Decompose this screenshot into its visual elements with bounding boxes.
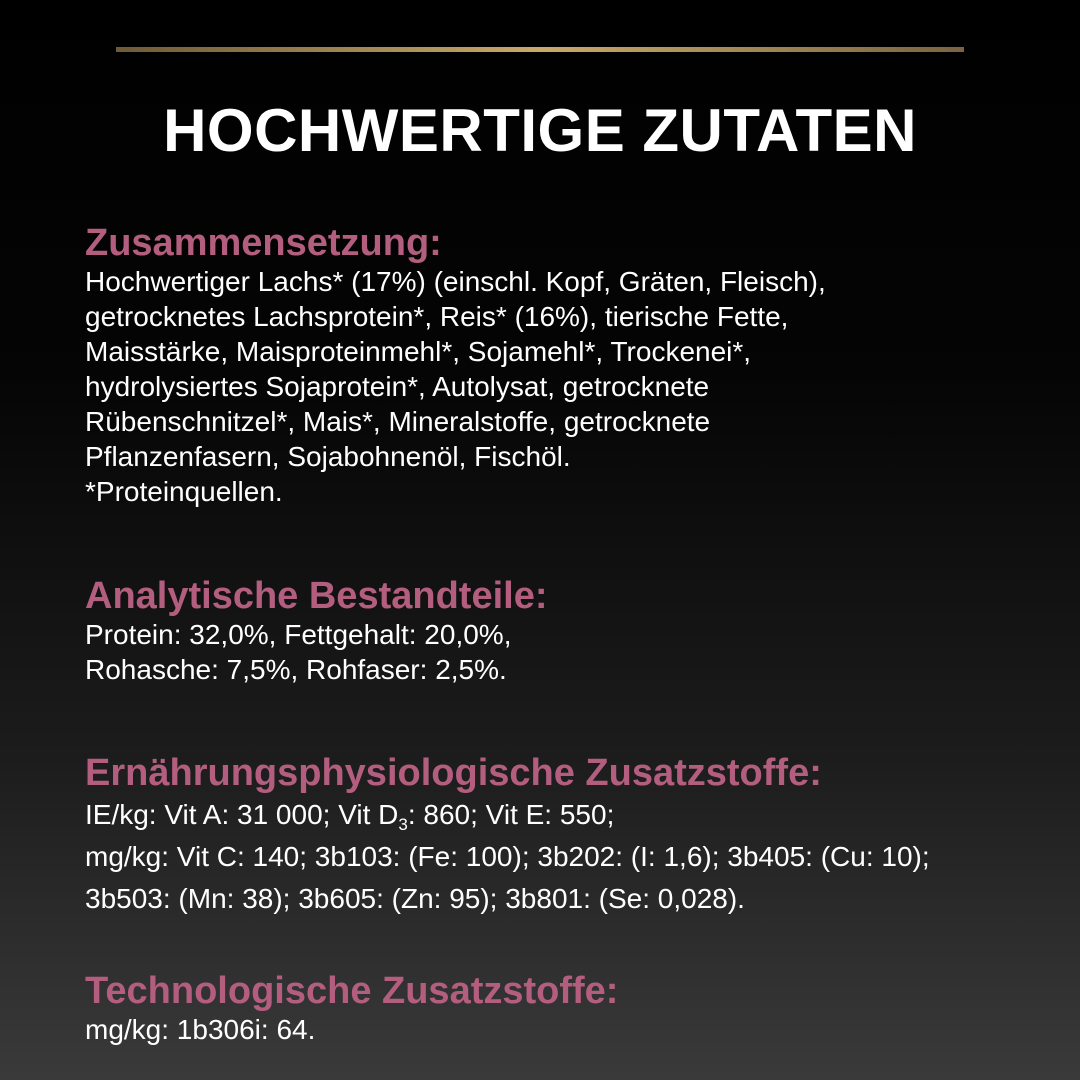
nutritional-heading: Ernährungsphysiologische Zusatzstoffe:: [85, 752, 822, 794]
composition-line: Hochwertiger Lachs* (17%) (einschl. Kopf, Gräten, Fleisch),: [85, 266, 826, 297]
vitamin-d-subscript: 3: [398, 815, 408, 834]
technological-section: [85, 970, 1045, 1047]
technological-heading: Technologische Zusatzstoffe:: [85, 970, 619, 1012]
technological-text: [85, 1012, 1045, 1047]
nutritional-line: 3b503: (Mn: 38); 3b605: (Zn: 95); 3b801: (Se: 0,028).: [85, 883, 745, 914]
composition-footnote: *Proteinquellen.: [85, 476, 283, 507]
composition-line: Pflanzenfasern, Sojabohnenöl, Fischöl.: [85, 441, 571, 472]
composition-line: Rübenschnitzel*, Mais*, Mineralstoffe, getrocknete: [85, 406, 711, 437]
analytic-line: Rohasche: 7,5%, Rohfaser: 2,5%.: [85, 654, 507, 685]
analytic-text: [85, 617, 1045, 687]
composition-line: hydrolysiertes Sojaprotein*, Autolysat, getrocknete: [85, 371, 710, 402]
composition-text: [85, 264, 1045, 509]
nutritional-line: [85, 794, 1045, 836]
nutritional-section: [85, 752, 1045, 920]
composition-line: Maisstärke, Maisproteinmehl*, Sojamehl*, Trockenei*,: [85, 336, 752, 367]
composition-line: getrocknetes Lachsprotein*, Reis* (16%), tierische Fette,: [85, 301, 789, 332]
analytic-heading: Analytische Bestandteile:: [85, 575, 548, 617]
analytic-line: Protein: 32,0%, Fettgehalt: 20,0%,: [85, 619, 512, 650]
nutritional-line: mg/kg: Vit C: 140; 3b103: (Fe: 100); 3b202: (I: 1,6); 3b405: (Cu: 10);: [85, 841, 930, 872]
composition-heading: Zusammensetzung:: [85, 222, 442, 264]
page-title: HOCHWERTIGE ZUTATEN: [163, 97, 917, 164]
vitamins-text-cont: : 860; Vit E: 550;: [407, 799, 615, 830]
vitamins-text: IE/kg: Vit A: 31 000; Vit D: [85, 799, 399, 830]
gold-divider: [116, 47, 964, 52]
nutritional-text: [85, 794, 1045, 920]
technological-line: mg/kg: 1b306i: 64.: [85, 1014, 316, 1045]
composition-section: [85, 222, 1045, 509]
analytic-section: [85, 575, 1045, 687]
